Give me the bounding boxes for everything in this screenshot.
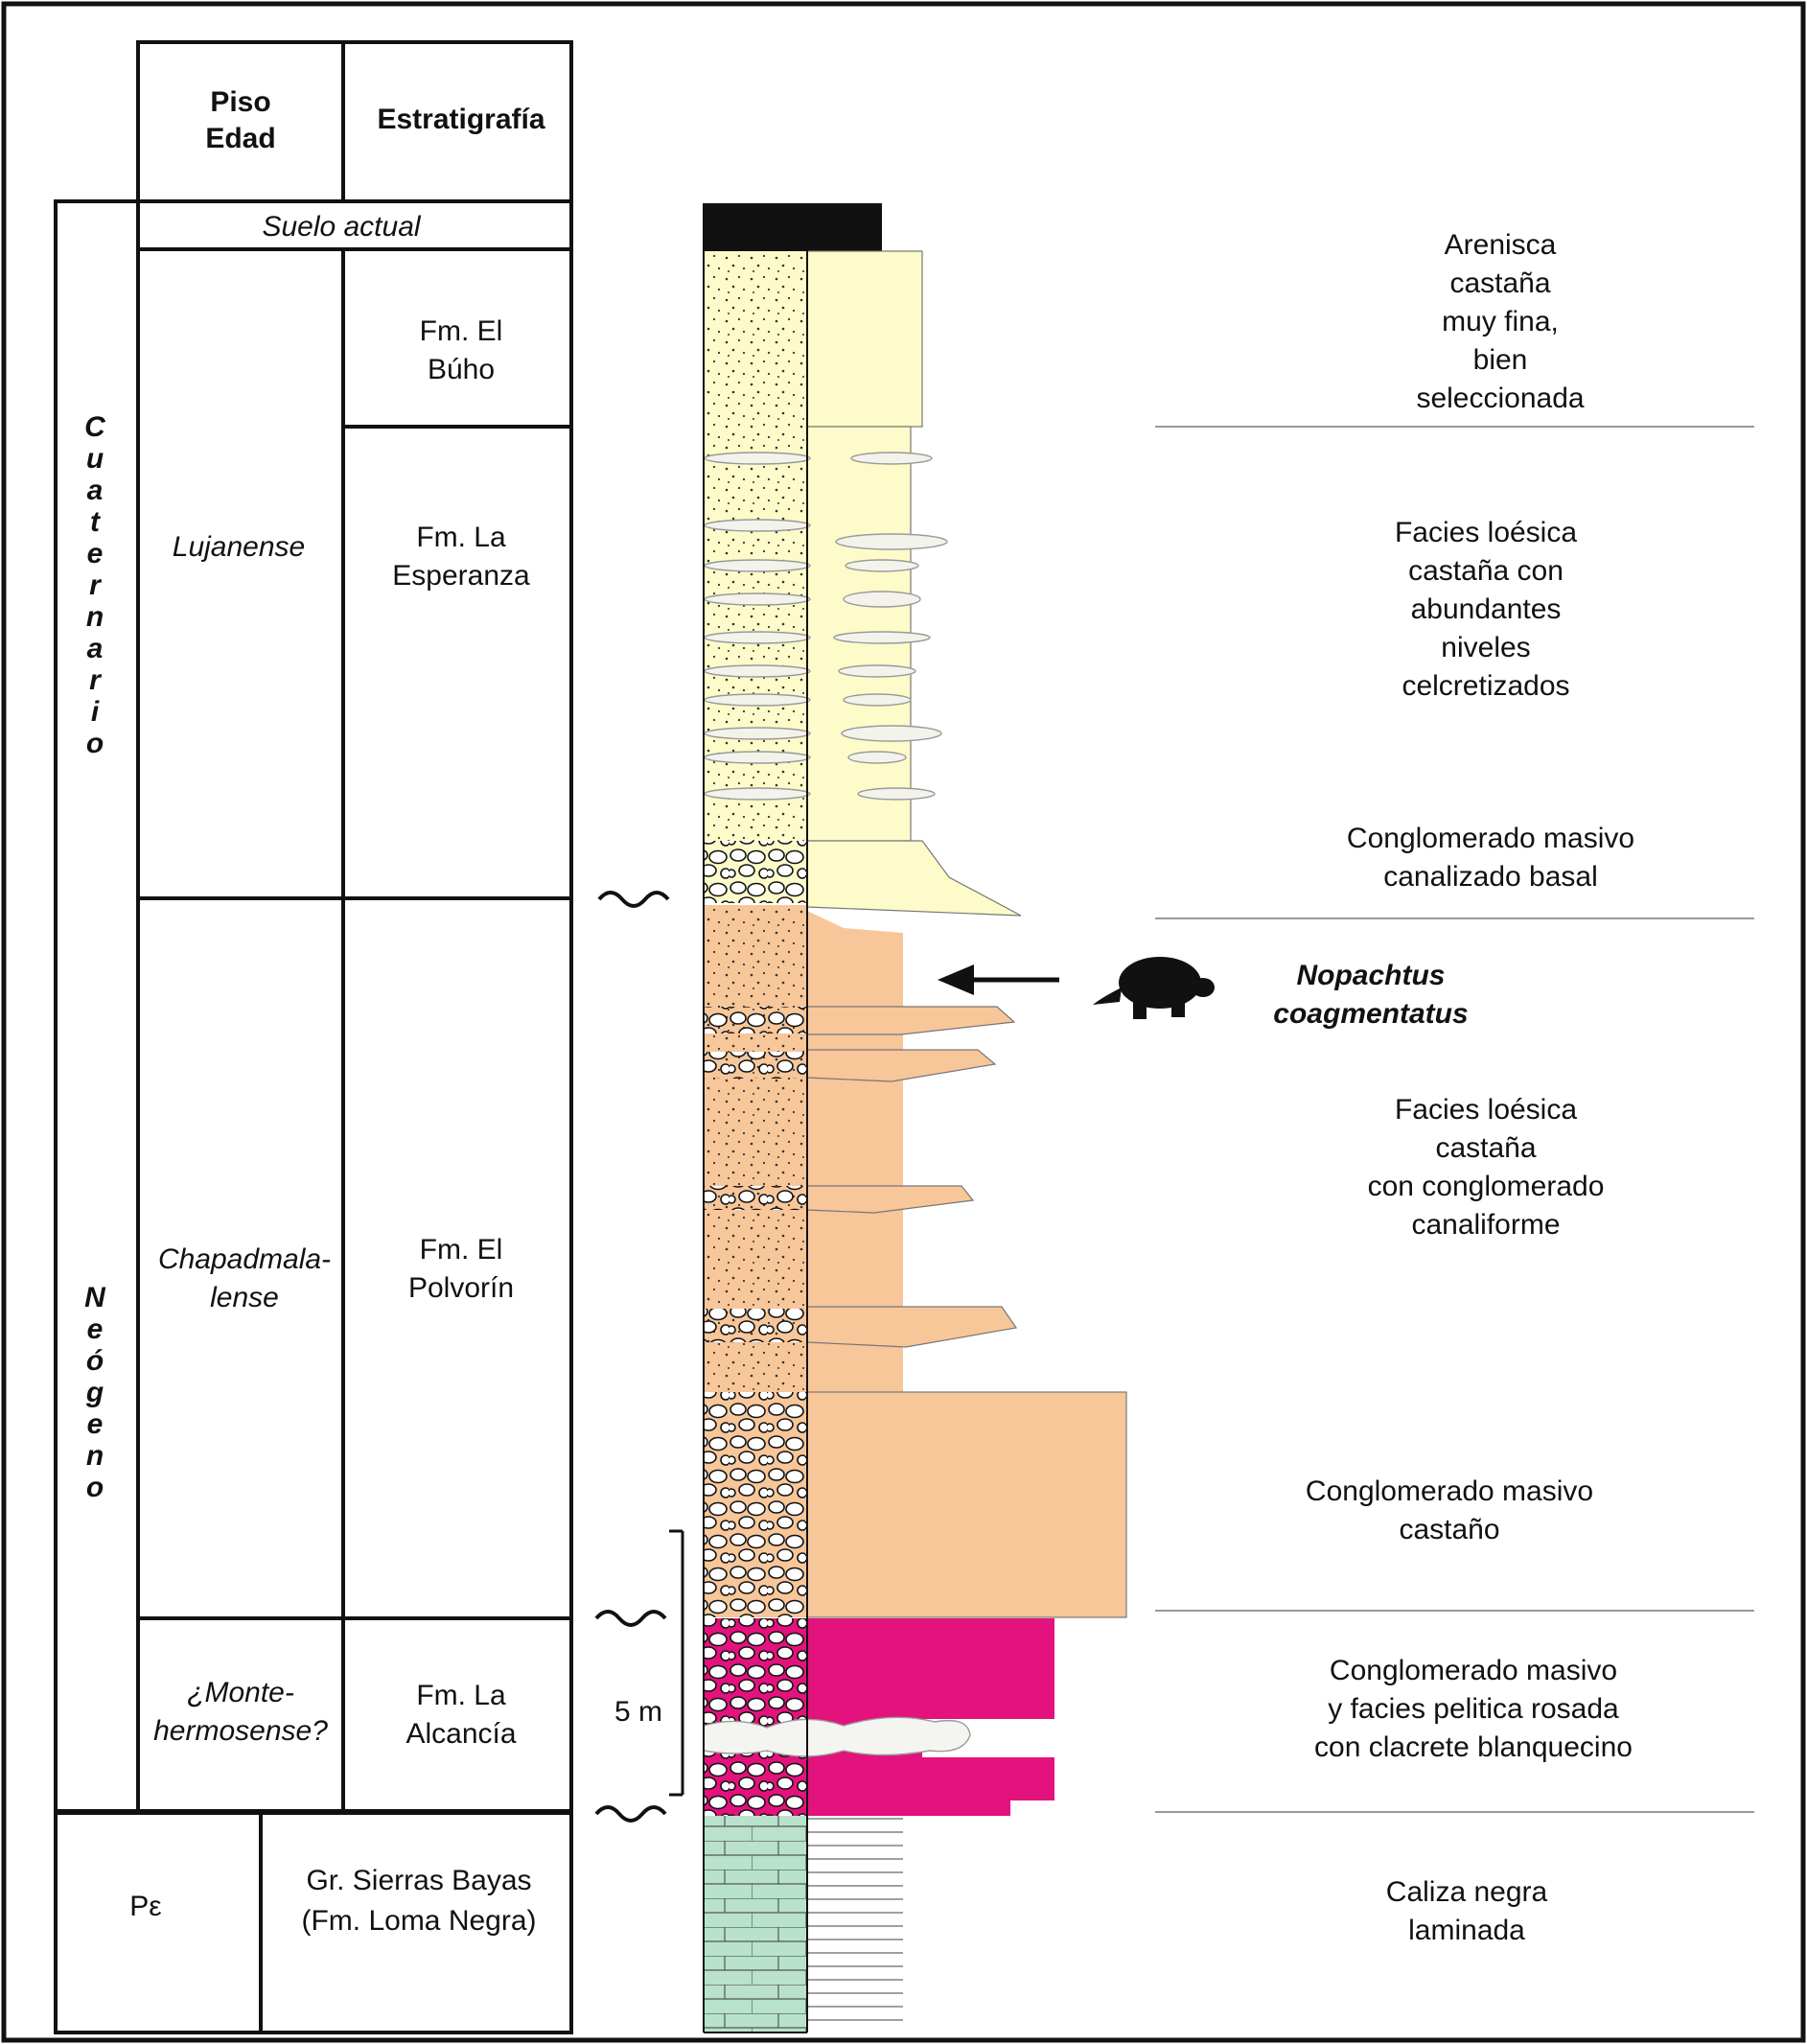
desc-arenisca: Arenisca castaña muy fina, bien seleccionada [1416, 229, 1585, 414]
desc-facies-calcretizada: Facies loésica castaña con abundantes niveles celcretizados [1394, 517, 1578, 702]
lithologic-column [704, 203, 1126, 2032]
formation-la-alcancia: Fm. La Alcancía [405, 1680, 517, 1750]
desc-conglomerado-rosado: Conglomerado masivo y facies pelitica rosada con clacrete blanquecino [1314, 1655, 1633, 1763]
fossil-name: Nopachtus coagmentatus [1273, 960, 1469, 1030]
layer-limestone [704, 1816, 903, 2032]
scale-bar [669, 1531, 683, 1795]
unconformity-symbols [596, 893, 668, 1821]
period-precambrian: Pε [129, 1891, 162, 1922]
stage-chapadmalalense: Chapadmala-lense [157, 1243, 332, 1313]
formation-el-buho: Fm. El Búho [419, 315, 503, 385]
scale-bar-label: 5 m [614, 1696, 663, 1728]
layer-brown-conglomerate [704, 1392, 1126, 1617]
desc-facies-canaliforme: Facies loésica castaña con conglomerado canaliforme [1367, 1094, 1605, 1241]
desc-caliza: Caliza negra laminada [1385, 1876, 1548, 1946]
formation-el-polvorin: Fm. El Polvorín [407, 1234, 515, 1304]
layer-basal-conglomerate [704, 841, 1021, 916]
formation-sierras-bayas: Gr. Sierras Bayas (Fm. Loma Negra) [301, 1865, 537, 1937]
period-neogene: N e ó g e n o [84, 1282, 105, 1503]
left-arrow-icon [938, 964, 974, 995]
stage-lujanense: Lujanense [172, 531, 306, 563]
desc-conglomerado-basal: Conglomerado masivo canalizado basal [1346, 823, 1635, 893]
period-quaternary: C u a t e r n a r i o [84, 411, 105, 759]
header-age: Piso Edad [205, 86, 276, 154]
layer-pink-conglomerate [704, 1618, 1054, 1816]
desc-conglomerado-castano: Conglomerado masivo castaño [1305, 1475, 1594, 1545]
glyptodont-silhouette-icon [1093, 957, 1215, 1019]
stage-montehermosense: ¿Monte-hermosense? [153, 1677, 328, 1747]
header-stratigraphy: Estratigrafía [377, 104, 545, 135]
formation-la-esperanza: Fm. La Esperanza [392, 522, 530, 592]
soil-layer [704, 203, 882, 251]
soil-label: Suelo actual [262, 211, 421, 243]
